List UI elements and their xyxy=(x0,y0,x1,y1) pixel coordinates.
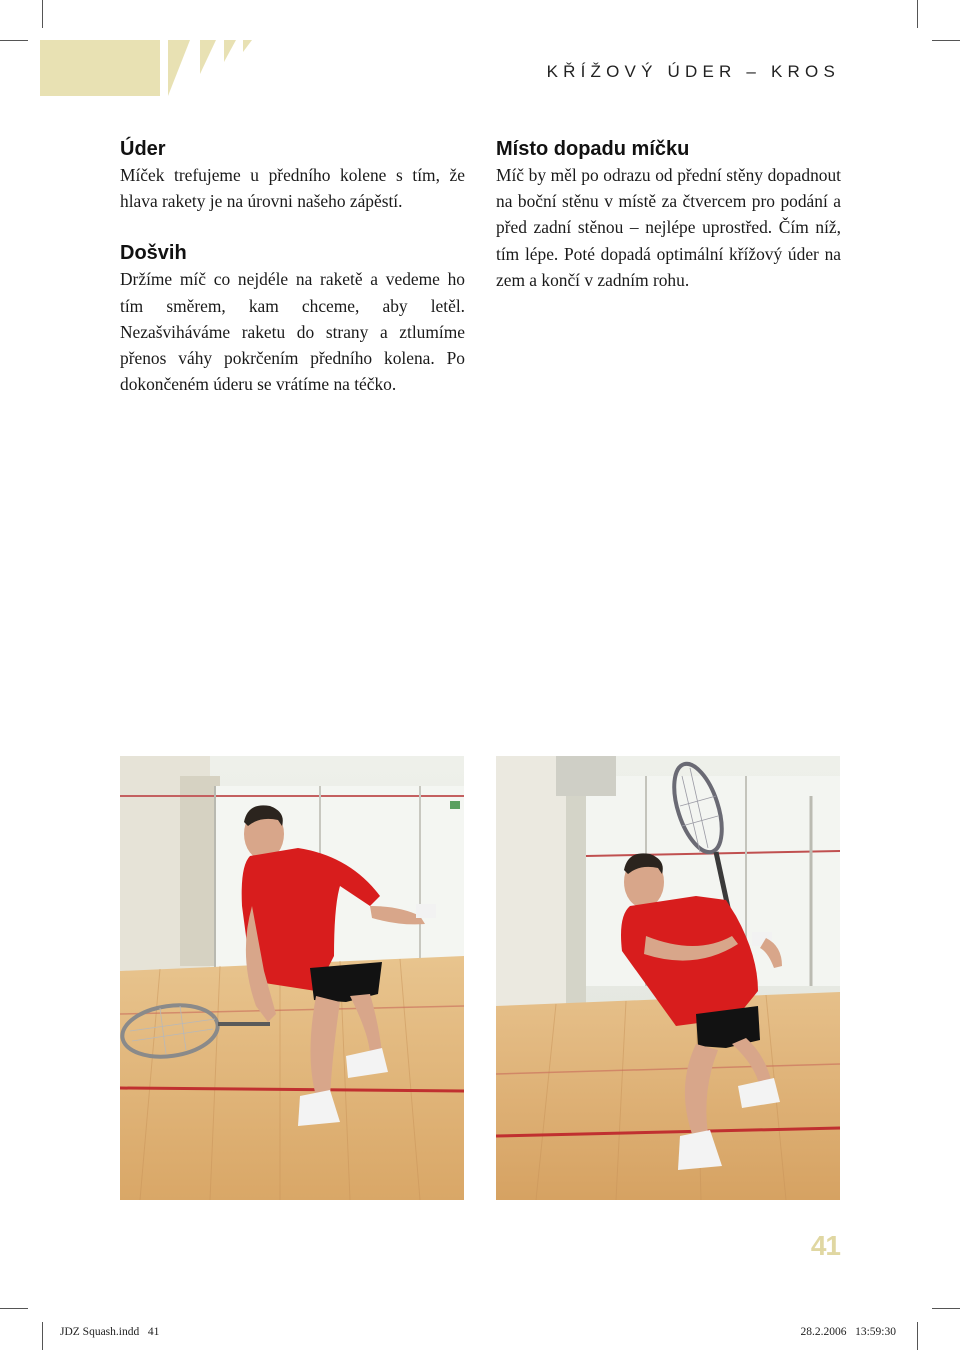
crop-mark xyxy=(0,1308,28,1309)
footer-file-slug: JDZ Squash.indd 41 xyxy=(60,1326,160,1338)
section-heading-uder: Úder xyxy=(120,138,166,160)
crop-mark xyxy=(932,1308,960,1309)
crop-mark xyxy=(932,40,960,41)
running-title: KŘÍŽOVÝ ÚDER – KROS xyxy=(546,62,840,81)
section-heading-dosvih: Došvih xyxy=(120,242,187,265)
crop-mark xyxy=(917,1322,918,1350)
crop-mark xyxy=(0,40,28,41)
section-heading-misto-dopadu: Místo dopadu míčku xyxy=(496,138,690,160)
page-number: 41 xyxy=(810,1230,840,1261)
section-text-misto-dopadu: Míč by měl po odrazu od přední stěny dopadnout na boční stěnu v místě za čtvercem pro podání a před zadní stěnou – nejlépe uprostřed. Čím níž, tím lépe. Poté dopadá optimální křížový úder na zem a končí v zadním rohu. xyxy=(496,165,841,290)
section-text-uder: Míček trefujeme u předního kolene s tím, že hlava rakety je na úrovni našeho zápěstí. xyxy=(120,165,465,212)
section-text-dosvih: Držíme míč co nejdéle na raketě a vedeme ho tím směrem, kam chceme, aby letěl. Nezašviháváme raketu do strany a ztlumíme přenos váhy pokrčením předního kolena. Po dokončeném úderu se vrátíme na téčko. xyxy=(120,269,465,395)
crop-mark xyxy=(42,0,43,28)
crop-mark xyxy=(42,1322,43,1350)
squash-player-forehand-followthrough-photo xyxy=(120,756,464,1200)
squash-player-racket-raised-photo xyxy=(496,756,840,1200)
left-text-column xyxy=(120,136,465,423)
footer-timestamp: 28.2.2006 13:59:30 xyxy=(800,1326,896,1338)
crop-mark xyxy=(917,0,918,28)
right-text-column xyxy=(496,136,841,319)
header-stripes-decoration xyxy=(40,38,260,98)
